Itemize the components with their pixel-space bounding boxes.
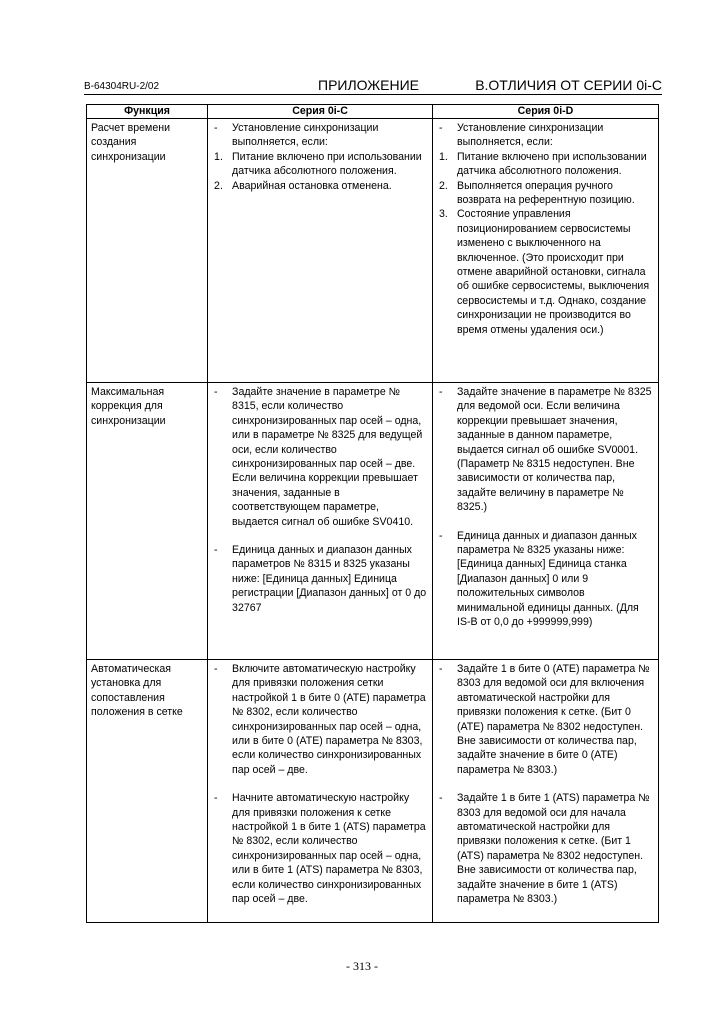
doc-number: B-64304RU-2/02 [84,81,160,92]
list-marker: 3. [439,208,448,221]
page-number: - 313 - [346,959,378,973]
function-cell: Расчет времени создания синхронизации [87,119,208,383]
list-marker: - [439,386,443,398]
list-marker: - [214,663,218,675]
series-0ic-cell [208,383,433,660]
list-marker: - [214,122,218,134]
function-cell: Максимальная коррекция для синхронизации [87,383,208,660]
series-0id-cell [433,119,659,383]
page-header [84,76,662,95]
list-item [208,662,428,777]
series-0ic-cell [208,660,433,923]
list-item-text: Аварийная остановка отменена. [232,179,392,192]
list-item-text: Единица данных и диапазон данных параметра № 8325 указаны ниже: [Единица данных] Единица станка [Диапазон данных] 0 или 9 положительных символов минимальной единицы данных. (Для IS-B от 0,0 до +999999,999) [457,529,639,629]
list-marker: - [214,792,218,805]
appendix-title: B.ОТЛИЧИЯ ОТ СЕРИИ 0i-C [475,77,662,93]
list-item-text: Задайте значение в параметре № 8315, если количество синхронизированных пар осей – одна, или в параметре № 8325 для ведущей оси, если количество синхронизированных пар осей – две. Если величина коррекции превышает значения, заданные в соответствующем параметре, выдается сигнал об ошибке SV0410. [232,386,423,528]
function-cell: Автоматическая установка для сопоставления положения в сетке [87,660,208,923]
list-item-text: Состояние управления позиционированием сервосистемы изменено с выключенного на включенное. (Это происходит при отмене аварийной остановки, сигнала об ошибке сервосистемы, выключения сервосистемы и т.д. Однако, создание синхронизации не производится во время отмены удаления оси.) [457,208,650,336]
table-row [87,119,659,383]
list-item-text: Установление синхронизации выполняется, если: [457,122,604,149]
list-item [208,791,428,906]
list-item-text: Выполняется операция ручного возврата на референтную позицию. [457,179,635,207]
list-item-text: Начните автоматическую настройку для привязки положения к сетке настройкой 1 в бите 1 (ATS) параметра № 8302, если количество синхронизированных пар осей – одна, или в бите 1 (ATS) параметра № 8303, если количество синхронизированных пар осей – две. [232,792,426,906]
list-item-text: Единица данных и диапазон данных параметров № 8315 и 8325 указаны ниже: [Единица данных] Единица регистрации [Диапазон данных] от 0 до 32767 [232,544,427,614]
list-item-text: Питание включено при использовании датчика абсолютного положения. [457,150,647,178]
list-item-text: Питание включено при использовании датчика абсолютного положения. [232,150,422,178]
list-item [433,385,654,515]
list-marker: - [439,122,443,134]
list-marker: - [214,544,218,557]
list-item-text: Задайте 1 в бите 0 (ATE) параметра № 8303 для ведомой оси для включения автоматической настройки для привязки положения к сетке. (Бит 0 (ATE) параметра № 8302 недоступен. Вне зависимости от количества пар, задайте значение в бите 0 (ATE) параметра № 8303.) [457,663,650,776]
col-header-series-0id: Серия 0i-D [433,105,659,119]
table-header-row [87,105,659,119]
list-item [208,121,428,150]
list-item [433,791,654,906]
col-header-function: Функция [87,105,208,119]
list-marker: 2. [439,179,448,192]
comparison-table [86,104,659,923]
list-item [433,207,654,337]
series-0id-cell [433,660,659,923]
list-marker: 2. [214,179,223,192]
list-marker: - [439,529,443,542]
list-item-text: Установление синхронизации выполняется, если: [232,122,379,149]
list-item-text: Включите автоматическую настройку для привязки положения сетки настройкой 1 в бите 0 (ATE) параметра № 8302, если количество синхронизированных пар осей – одна, или в бите 0 (ATE) параметра № 8303, если количество синхронизированных пар осей – две. [232,663,426,776]
list-item-text: Задайте 1 в бите 1 (ATS) параметра № 8303 для ведомой оси для начала автоматической настройки для привязки положения к сетке. (Бит 1 (ATS) параметра № 8302 недоступен. Вне зависимости от количества пар, задайте значение в бите 1 (ATS) параметра № 8303.) [457,792,650,906]
list-item [208,385,428,529]
list-marker: - [439,663,443,675]
list-item [208,179,428,193]
table-row [87,660,659,923]
list-marker: 1. [214,150,223,163]
table-row [87,383,659,660]
list-item [433,662,654,777]
series-0id-cell [433,383,659,660]
col-header-series-0ic: Серия 0i-C [208,105,433,119]
list-marker: - [214,386,218,398]
section-title: ПРИЛОЖЕНИЕ [318,77,420,93]
list-item [208,543,428,615]
list-item-text: Задайте значение в параметре № 8325 для ведомой оси. Если величина коррекции превышает значения, заданные в данном параметре, выдается сигнал об ошибке SV0001. (Параметр № 8315 недоступен. Вне зависимости от количества пар, задайте величину в параметре № 8325.) [457,386,652,514]
list-marker: - [439,792,443,805]
list-item [208,150,428,179]
list-marker: 1. [439,150,448,163]
list-item [433,121,654,150]
series-0ic-cell [208,119,433,383]
list-item [433,150,654,179]
list-item [433,529,654,630]
list-item [433,179,654,208]
